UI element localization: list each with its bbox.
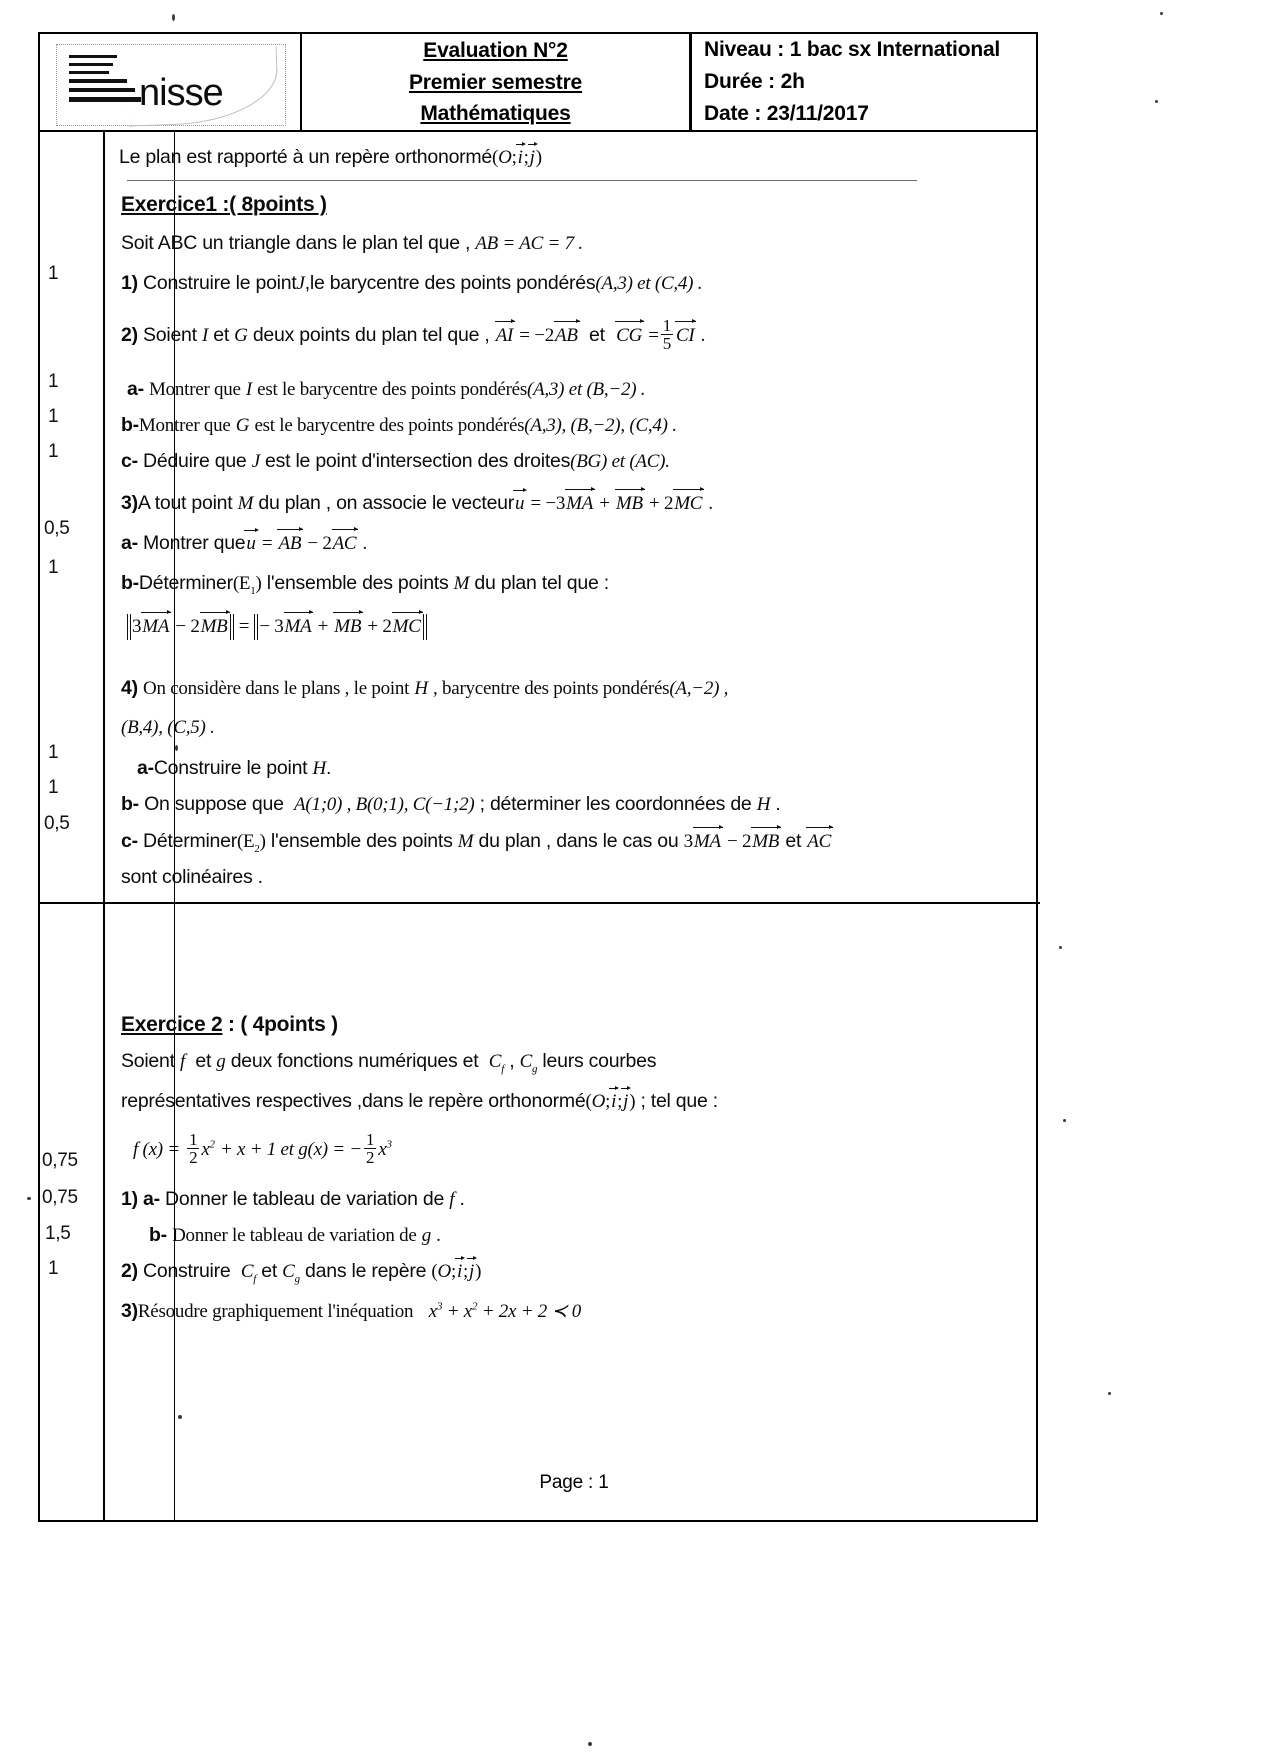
q3b-text3: du plan tel que : <box>474 572 609 594</box>
q3a-vector-ab: AB <box>278 533 302 554</box>
meta-date: Date : 23/11/2017 <box>704 101 869 125</box>
q4c-set-close: ) <box>259 831 266 852</box>
norm-lhs-minus: − 2 <box>175 616 200 637</box>
point-mark: 1 <box>48 742 59 763</box>
ex2-q1b-dot: . <box>436 1225 441 1246</box>
ex2-comma: , <box>509 1050 515 1072</box>
q3a-eq: = <box>261 533 273 554</box>
point-mark: 1 <box>48 1258 59 1279</box>
q4c-vector-ma: MA <box>693 831 721 852</box>
q2b-g: G <box>235 415 250 436</box>
exercise1-q3b <box>121 572 609 598</box>
meta-niveau: Niveau : 1 bac sx International <box>704 38 1001 62</box>
ex2-q1a-dot: . <box>459 1188 465 1210</box>
q2-text: Soient <box>143 323 197 346</box>
exercise-section-divider <box>40 902 1040 904</box>
q2-text2: deux points du plan tel que , <box>252 323 490 346</box>
exercise1-intro-math: AB = AC = 7 . <box>475 233 583 254</box>
ex2-q2-cf-letter: C <box>240 1261 254 1282</box>
point-mark: 0,75 <box>42 1187 78 1208</box>
exercise2-heading-rest: : ( 4points ) <box>222 1013 338 1036</box>
q3a-minus: − 2 <box>307 533 332 554</box>
q4c-coef: 3 <box>683 831 693 852</box>
q4a-label: a- <box>137 757 154 779</box>
formula-x2-exp: 2 <box>209 1138 215 1151</box>
norm-lhs <box>127 614 234 640</box>
norm-rhs-mb: MB <box>334 616 362 637</box>
formula-frac1-den: 2 <box>189 1148 198 1168</box>
norm-rhs-mc: MC <box>392 616 421 637</box>
ineq-x2-exp: 2 <box>471 1300 478 1313</box>
point-mark: 1 <box>48 371 59 392</box>
formula-x2 <box>201 1139 214 1160</box>
exercise1-q2 <box>121 318 705 354</box>
q3-vector-mb: MB <box>615 493 643 514</box>
intro-line <box>119 146 542 170</box>
ex2-q2-cg <box>282 1261 300 1285</box>
exam-title-line-1: Evaluation N°2 <box>423 39 568 63</box>
intro-repere: (O;i;j) <box>492 147 542 168</box>
exercise2-q3 <box>121 1300 581 1324</box>
ex2-cg <box>519 1051 538 1075</box>
q3b-set-index: 1 <box>250 584 256 597</box>
ineq-rest: + 2x + 2 ≺ 0 <box>481 1301 581 1322</box>
q2b-label: b- <box>121 414 139 436</box>
intro-text: Le plan est rapporté à un repère orthonormé <box>119 146 492 168</box>
exercise2-heading <box>121 1012 338 1037</box>
q3a-vector-ac: AC <box>332 533 357 554</box>
ex2-l1c: deux fonctions numériques et <box>230 1050 479 1072</box>
exam-sheet <box>38 32 1038 1522</box>
q3a-vector-u: u <box>246 533 256 554</box>
q2-dot: . <box>700 324 706 346</box>
q3b-text: Déterminer <box>138 572 233 594</box>
q4-text: On considère dans le plans , le point <box>143 678 410 699</box>
q4-pairs1: (A,−2) , <box>669 678 729 699</box>
q4c-vector-mb: MB <box>752 831 780 852</box>
ex2-q1a-label: a- <box>143 1188 160 1210</box>
q3b-text2: l'ensemble des points <box>266 572 449 594</box>
norm-lhs-mb: MB <box>200 616 228 637</box>
questions-column <box>105 132 1036 1520</box>
formula-frac1 <box>187 1131 199 1167</box>
ex2-q2-cf-sub: f <box>253 1272 257 1285</box>
ex2-cg-letter: C <box>519 1051 532 1072</box>
ex2-cf-letter: C <box>488 1051 502 1072</box>
q3-text: A tout point <box>137 492 233 514</box>
exercise2-q1a <box>121 1188 465 1212</box>
ex2-q1b-text: Donner le tableau de variation de <box>172 1225 417 1246</box>
scan-speck <box>1155 100 1158 103</box>
ex2-l2a: représentatives respectives ,dans le repère orthonormé <box>121 1090 586 1112</box>
formula-frac2 <box>364 1131 376 1167</box>
exercise1-heading: Exercice1 :( 8points ) <box>121 193 327 216</box>
formula-x2-base: x <box>201 1138 210 1160</box>
point-mark: 1 <box>48 406 59 427</box>
exercise1-q4a <box>137 757 331 781</box>
q2c-text: Déduire que <box>143 450 247 472</box>
exercise1-q2a <box>127 378 645 402</box>
ex2-l1b: et <box>195 1050 212 1072</box>
exercise1-q4-cont: (B,4), (C,5) . <box>121 717 215 738</box>
exercise1-q4c-cont: sont colinéaires . <box>121 866 263 888</box>
q4c-vector-ac: AC <box>807 831 832 852</box>
exercise2-heading-main: Exercice 2 <box>121 1013 223 1036</box>
q4-number: 4) <box>121 677 138 699</box>
document-header <box>38 32 1038 132</box>
logo-frame <box>56 44 286 126</box>
q4a-dot: . <box>326 757 332 779</box>
exam-title-cell <box>302 34 692 130</box>
q2a-pairs: (A,3) et (B,−2) . <box>527 379 646 400</box>
q4-text2: , barycentre des points pondérés <box>433 678 670 699</box>
q3b-set-close: ) <box>255 573 262 594</box>
ex2-f: f <box>179 1051 185 1072</box>
q2-i: I <box>201 324 209 346</box>
exercise1-intro-text: Soit ABC un triangle dans le plan tel que , <box>121 232 471 254</box>
q4b-h: H <box>756 794 771 815</box>
q2c-label: c- <box>121 450 138 472</box>
norm-rhs <box>254 614 426 640</box>
points-column <box>40 132 105 1520</box>
q2-vector-ab: AB <box>554 324 578 346</box>
ex2-l1a: Soient <box>121 1050 175 1072</box>
point-mark: 0,5 <box>44 813 70 834</box>
q4c-set-index: 2 <box>254 842 260 855</box>
q3-eq: = −3 <box>530 493 566 514</box>
ex2-q3-ineq <box>429 1301 581 1322</box>
q1-text2: ,le barycentre des points pondérés <box>304 272 596 294</box>
q4c-text: Déterminer <box>143 830 237 852</box>
q3b-set <box>232 573 262 597</box>
scan-speck <box>1108 1392 1111 1395</box>
ex2-q2-text2: dans le repère <box>305 1260 427 1282</box>
exam-title-line-3: Mathématiques <box>420 102 571 126</box>
scan-speck <box>588 1742 592 1746</box>
q3-plus1: + <box>599 493 610 514</box>
q1-point: J <box>296 273 305 294</box>
point-mark: 1 <box>48 441 59 462</box>
ex2-cf-sub: f <box>501 1062 505 1075</box>
logo-cell <box>40 34 302 130</box>
q3b-m: M <box>453 573 470 594</box>
formula-x3-exp: 3 <box>386 1138 392 1151</box>
ex2-q3-text: Résoudre graphiquement l'inéquation <box>137 1301 414 1322</box>
q3-number: 3) <box>121 492 138 514</box>
ex2-q2-cg-letter: C <box>282 1261 295 1282</box>
q4c-text2: l'ensemble des points <box>270 830 453 852</box>
scan-speck <box>1160 12 1163 15</box>
ex2-q2-number: 2) <box>121 1260 138 1282</box>
q2-eq1: = −2 <box>519 324 554 346</box>
point-mark: 1 <box>48 557 59 578</box>
ex2-q2-cf <box>240 1261 257 1285</box>
point-mark: 1 <box>48 263 59 284</box>
q2-vector-ai: AI <box>495 324 514 346</box>
ex2-cg-sub: g <box>532 1062 538 1075</box>
q4c-text3: du plan , dans le cas ou <box>478 830 679 852</box>
norm-equals: = <box>238 616 250 637</box>
ex2-q3-number: 3) <box>121 1300 138 1322</box>
ex2-q1b-g: g <box>421 1225 431 1246</box>
q4-h: H <box>414 678 428 699</box>
q3-vector-mc: MC <box>674 493 703 514</box>
formula-x3 <box>378 1139 391 1160</box>
q1-pairs: (A,3) et (C,4) . <box>595 273 703 294</box>
q3-vector-u: u <box>515 493 525 514</box>
q3-text2: du plan , on associe le vecteur <box>258 492 515 514</box>
ex2-q1a-text: Donner le tableau de variation de <box>165 1188 445 1210</box>
formula-mid: + x + 1 et g(x) = − <box>219 1138 362 1160</box>
exercise1-q3a <box>121 532 367 556</box>
exam-title-line-2: Premier semestre <box>408 70 583 94</box>
formula-fx: f (x) = <box>133 1138 180 1160</box>
exam-meta-cell <box>692 34 1036 130</box>
formula-x3-base: x <box>378 1138 387 1160</box>
q2-frac-den: 5 <box>662 334 671 354</box>
q3-m: M <box>237 493 254 514</box>
exercise2-q2 <box>121 1260 481 1286</box>
scan-speck <box>1059 946 1062 949</box>
q4b-coords: A(1;0) , B(0;1), C(−1;2) <box>294 794 475 815</box>
q2c-text2: est le point d'intersection des droites <box>265 450 571 472</box>
q3b-set-open: (E <box>232 573 251 594</box>
q2a-text2: est le barycentre des points pondérés <box>257 379 527 400</box>
q3b-label: b- <box>121 572 139 594</box>
q2-frac-num: 1 <box>662 316 671 335</box>
exercise1-q4c <box>121 830 832 856</box>
exercise2-q1b <box>149 1224 441 1248</box>
q4c-set <box>236 831 266 855</box>
q4c-minus: − 2 <box>727 831 752 852</box>
q2c-j: J <box>251 451 260 472</box>
point-mark: 0,75 <box>42 1150 78 1171</box>
q2-et2: et <box>589 323 605 346</box>
q3a-label: a- <box>121 532 138 554</box>
q4c-m: M <box>457 831 474 852</box>
q2-number: 2) <box>121 323 138 346</box>
q3-vector-ma: MA <box>566 493 594 514</box>
norm-rhs-ma: MA <box>284 616 312 637</box>
formula-frac2-den: 2 <box>366 1148 375 1168</box>
exercise1-q4 <box>121 677 728 701</box>
meta-duree: Durée : 2h <box>704 70 805 94</box>
ex2-q2-cg-sub: g <box>294 1272 300 1285</box>
exercise2-line1 <box>121 1050 656 1076</box>
ineq-x-exp: 3 <box>436 1300 443 1313</box>
point-mark: 1,5 <box>45 1223 71 1244</box>
ex2-l1d: leurs courbes <box>542 1050 657 1072</box>
q4b-text2: ; déterminer les coordonnées de <box>479 793 752 815</box>
norm-lhs-ma: MA <box>142 616 170 637</box>
q3a-dot: . <box>362 533 368 554</box>
exercise1-q3 <box>121 492 713 516</box>
ex2-q1-number: 1) <box>121 1188 138 1210</box>
exercise1-intro <box>121 232 583 256</box>
formula-frac1-num: 1 <box>189 1130 198 1149</box>
ex2-l2b: ; tel que : <box>640 1090 718 1112</box>
scan-speck <box>1063 1119 1066 1122</box>
ex2-q2-et: et <box>261 1260 277 1282</box>
ex2-q2-text: Construire <box>143 1260 231 1282</box>
q2b-text: Montrer que <box>138 415 231 436</box>
exercise1-q4b <box>121 793 781 817</box>
ex2-q2-repere: (O;i;j) <box>431 1261 482 1282</box>
logo-wordmark: nisse <box>139 72 223 114</box>
q3a-text: Montrer que <box>143 532 246 554</box>
ex2-g: g <box>216 1051 226 1072</box>
q1-text: Construire le point <box>143 272 297 294</box>
ineq-x2: + x <box>446 1301 472 1322</box>
norm-rhs-coef: − 3 <box>259 616 284 637</box>
q4b-dot: . <box>775 793 781 815</box>
q3-plus2: + 2 <box>648 493 674 514</box>
q2-et: et <box>213 323 229 346</box>
q4a-h: H <box>312 758 326 779</box>
q1-number: 1) <box>121 272 138 294</box>
scan-speck <box>27 1197 31 1200</box>
ex2-cf <box>488 1051 505 1075</box>
q4b-label: b- <box>121 793 139 815</box>
q4b-text: On suppose que <box>144 793 284 815</box>
q2a-i: I <box>245 379 252 400</box>
norm-lhs-coef: 3 <box>132 616 142 637</box>
ex2-q1b-label: b- <box>149 1224 167 1246</box>
exercise2-formula <box>133 1132 392 1168</box>
exercise2-line2 <box>121 1090 718 1114</box>
norm-rhs-plus2: + 2 <box>367 616 392 637</box>
q2a-text: Montrer que <box>149 379 241 400</box>
exercise1-q2c <box>121 450 670 474</box>
point-mark: 0,5 <box>44 518 70 539</box>
exam-body-table <box>38 132 1038 1522</box>
q2-equals: = <box>648 324 659 346</box>
intro-divider <box>127 180 917 181</box>
q2-vector-cg: CG <box>616 324 643 346</box>
q4c-et: et <box>785 830 802 852</box>
q4c-label: c- <box>121 830 138 852</box>
q2a-label: a- <box>127 378 144 400</box>
ineq-x: x <box>428 1301 437 1322</box>
q2-vector-ci: CI <box>675 324 695 346</box>
scan-speck <box>172 14 175 21</box>
q2c-lines: (BG) et (AC). <box>570 451 670 472</box>
formula-frac2-num: 1 <box>366 1130 375 1149</box>
q2-fraction <box>661 317 673 353</box>
page-footer: Page : 1 <box>539 1472 609 1493</box>
ex2-repere: (O;i;j) <box>585 1091 636 1112</box>
q3-dot: . <box>708 493 713 514</box>
q2-g: G <box>234 324 248 346</box>
q4a-text: Construire le point <box>153 757 308 779</box>
q2b-pairs: (A,3), (B,−2), (C,4) . <box>524 415 677 436</box>
norm-rhs-plus: + <box>317 616 329 637</box>
exercise1-q2b <box>121 414 677 438</box>
ex2-q1a-f: f <box>449 1189 455 1210</box>
q4c-set-open: (E <box>236 831 255 852</box>
exercise1-q3b-equation <box>127 614 427 640</box>
point-mark: 1 <box>48 777 59 798</box>
q2b-text2: est le barycentre des points pondérés <box>254 415 525 436</box>
exercise1-q1 <box>121 272 702 296</box>
